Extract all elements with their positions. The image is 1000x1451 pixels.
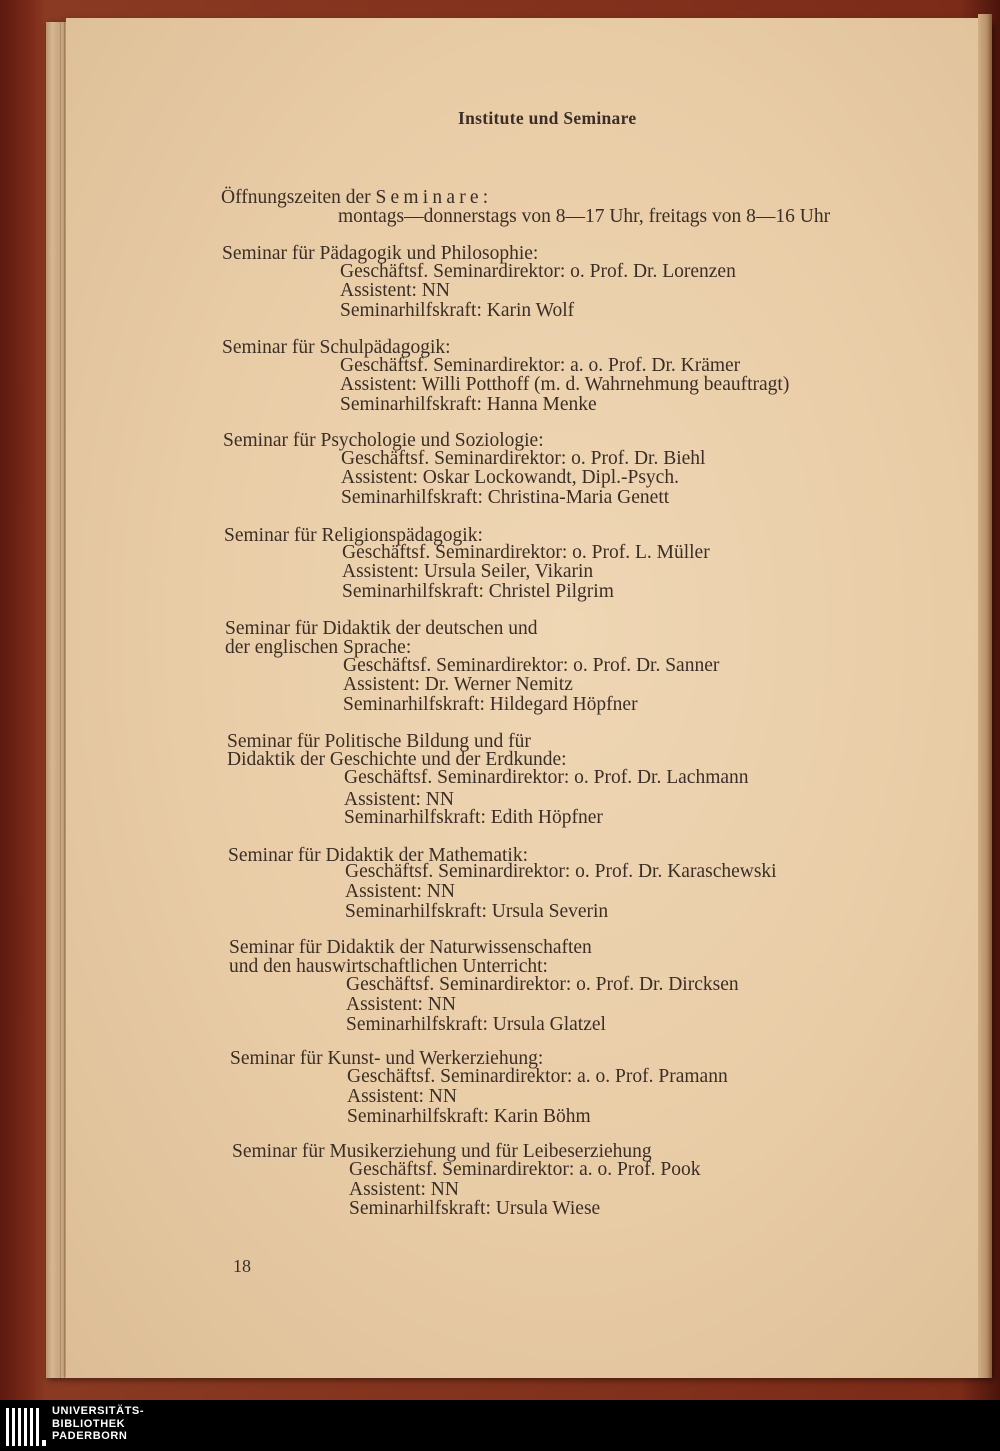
seminar-director: Geschäftsf. Seminardirektor: o. Prof. Dr. Biehl	[341, 448, 706, 469]
seminar-helper: Seminarhilfskraft: Karin Wolf	[340, 300, 575, 321]
seminar-assistant: Assistent: NN	[345, 881, 455, 902]
seminar-assistant: Assistent: NN	[347, 1086, 457, 1107]
library-name	[52, 1405, 144, 1443]
opening-label-suffix: :	[482, 187, 489, 208]
seminar-assistant: Assistent: Willi Potthoff (m. d. Wahrnehmung beauftragt)	[340, 374, 790, 395]
seminar-helper: Seminarhilfskraft: Christina-Maria Genett	[341, 487, 670, 508]
seminar-director: Geschäftsf. Seminardirektor: a. o. Prof. Pramann	[347, 1066, 728, 1087]
seminar-director: Geschäftsf. Seminardirektor: o. Prof. Dr. Lorenzen	[340, 261, 736, 282]
seminar-name-continued: und den hauswirtschaftlichen Unterricht:	[229, 956, 548, 977]
seminar-name: Seminar für Psychologie und Soziologie:	[223, 430, 544, 451]
seminar-name: Seminar für Religionspädagogik:	[224, 525, 483, 546]
seminar-name-continued: Didaktik der Geschichte und der Erdkunde:	[227, 749, 567, 770]
seminar-name: Seminar für Didaktik der deutschen und	[225, 618, 538, 639]
seminar-assistant: Assistent: NN	[340, 280, 450, 301]
seminar-assistant: Assistent: Ursula Seiler, Vikarin	[342, 561, 594, 582]
book-right-edge	[978, 14, 992, 1378]
seminar-name: Seminar für Didaktik der Naturwissenschaften	[229, 937, 592, 958]
seminar-helper: Seminarhilfskraft: Ursula Wiese	[349, 1198, 601, 1219]
seminar-helper: Seminarhilfskraft: Hildegard Höpfner	[343, 694, 638, 715]
seminar-assistant: Assistent: NN	[344, 789, 454, 810]
seminar-assistant: Assistent: NN	[346, 994, 456, 1015]
seminar-helper: Seminarhilfskraft: Ursula Glatzel	[346, 1014, 606, 1035]
library-name-line2: BIBLIOTHEK	[52, 1417, 126, 1430]
seminar-director: Geschäftsf. Seminardirektor: o. Prof. Dr. Lachmann	[344, 767, 749, 788]
seminar-helper: Seminarhilfskraft: Ursula Severin	[345, 901, 609, 922]
opening-label-spaced: Seminare	[375, 187, 483, 208]
seminar-director: Geschäftsf. Seminardirektor: a. o. Prof. Pook	[349, 1159, 701, 1180]
seminar-helper: Seminarhilfskraft: Hanna Menke	[340, 394, 597, 415]
page-number: 18	[233, 1256, 251, 1276]
seminar-assistant: Assistent: Oskar Lockowandt, Dipl.-Psych.	[341, 467, 679, 488]
opening-hours-text: montags—donnerstags von 8—17 Uhr, freitags von 8—16 Uhr	[338, 206, 831, 227]
seminar-name-continued: der englischen Sprache:	[225, 637, 412, 658]
seminar-director: Geschäftsf. Seminardirektor: a. o. Prof. Dr. Krämer	[340, 355, 741, 376]
seminar-director: Geschäftsf. Seminardirektor: o. Prof. Dr. Sanner	[343, 655, 720, 676]
library-footer	[0, 1400, 1000, 1451]
seminar-name: Seminar für Didaktik der Mathematik:	[228, 845, 529, 866]
seminar-helper: Seminarhilfskraft: Christel Pilgrim	[342, 581, 614, 602]
seminar-assistant: Assistent: NN	[349, 1179, 459, 1200]
seminar-director: Geschäftsf. Seminardirektor: o. Prof. Dr. Karaschewski	[345, 861, 777, 882]
library-logo-icon	[4, 1404, 46, 1450]
page-heading: Institute und Seminare	[458, 108, 637, 128]
library-name-line1: UNIVERSITÄTS-	[52, 1405, 145, 1417]
seminar-helper: Seminarhilfskraft: Karin Böhm	[347, 1106, 591, 1127]
seminar-director: Geschäftsf. Seminardirektor: o. Prof. Dr. Dircksen	[346, 974, 739, 995]
seminar-name: Seminar für Schulpädagogik:	[222, 337, 451, 358]
seminar-name: Seminar für Politische Bildung und für	[227, 731, 531, 752]
seminar-helper: Seminarhilfskraft: Edith Höpfner	[344, 807, 603, 828]
opening-label-prefix: Öffnungszeiten der	[221, 187, 376, 208]
page-edge-line	[60, 18, 61, 1378]
seminar-director: Geschäftsf. Seminardirektor: o. Prof. L. Müller	[342, 542, 710, 563]
library-name-line3: PADERBORN	[52, 1430, 128, 1442]
seminar-name: Seminar für Kunst- und Werkerziehung:	[230, 1048, 544, 1069]
seminar-assistant: Assistent: Dr. Werner Nemitz	[343, 674, 573, 695]
opening-hours-label	[221, 188, 488, 208]
seminar-name: Seminar für Pädagogik und Philosophie:	[222, 243, 539, 264]
page-edge-line	[64, 18, 65, 1378]
seminar-name: Seminar für Musikerziehung und für Leibeserziehung	[232, 1141, 652, 1162]
